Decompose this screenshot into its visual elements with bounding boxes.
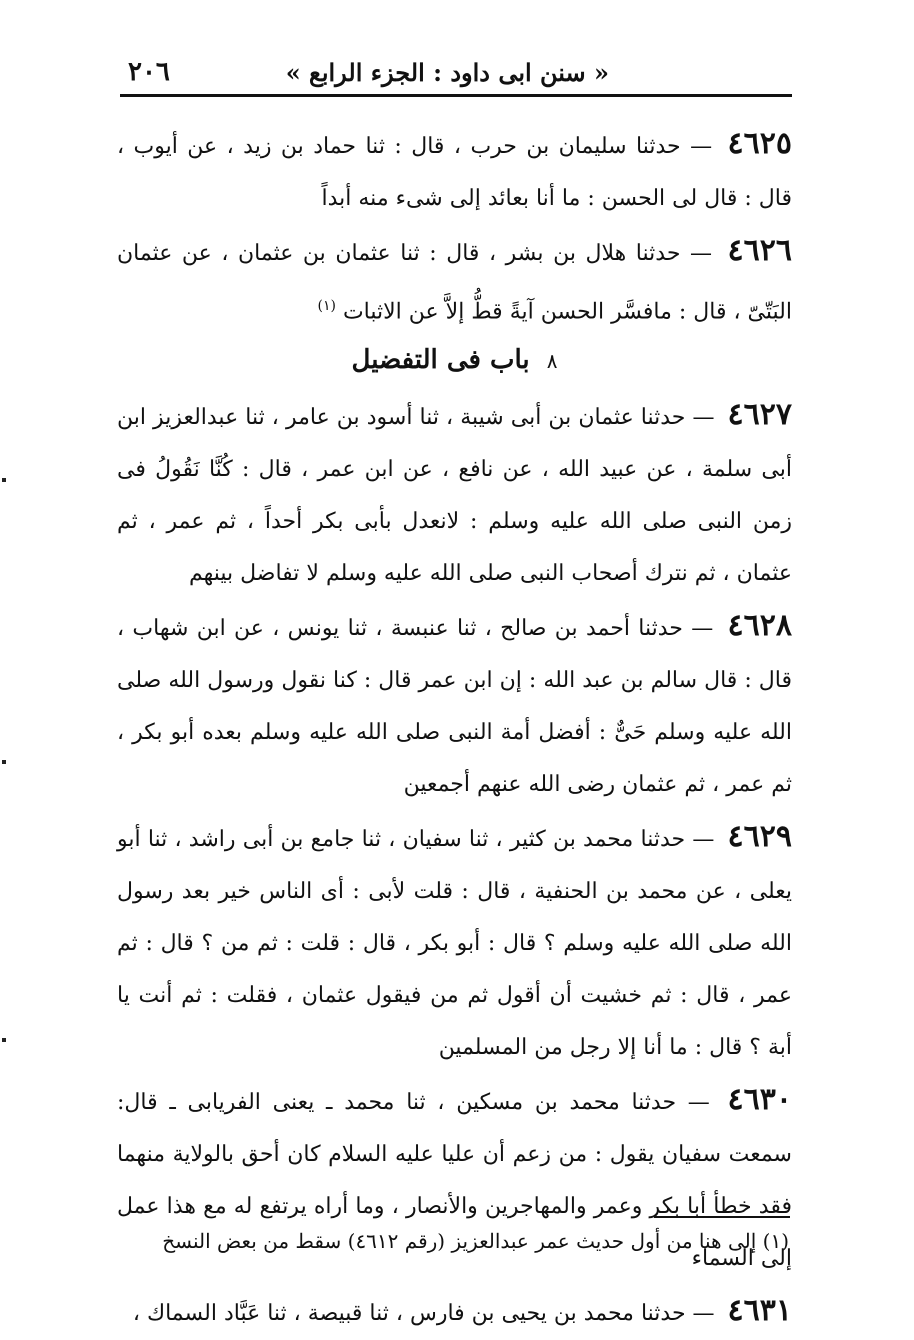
hadith-number: ٤٦٣٠ (727, 1082, 792, 1118)
footnote: (١) إلى هنا من أول حديث عمر عبدالعزيز (رقم ٤٦١٢) سقط من بعض النسخ (162, 1229, 789, 1253)
hadith-4629 (117, 811, 792, 1074)
footnote-marker: (١) (317, 298, 336, 314)
header-rule (120, 94, 792, 97)
hadith-text: — حدثنا محمد بن مسكين ، ثنا محمد ـ يعنى الفريابى ـ قال: سمعت سفيان يقول : من زعم أن عليا عليه السلام كان أحق بالولاية منهما فقد خطأ أبا بكر وعمر والمهاجرين والأنصار ، وما أراه يرتفع له مع هذا عمل إلى السماء (117, 1090, 792, 1272)
running-head: « سنن ابى داود : الجزء الرابع » (285, 57, 609, 87)
hadith-text: — حدثنا محمد بن كثير ، ثنا سفيان ، ثنا جامع بن أبى راشد ، ثنا أبو يعلى ، عن محمد بن الحنفية ، قال : قلت لأبى : أى الناس خير بعد رسول الله صلى الله عليه وسلم ؟ قال : أبو بكر ، قال : قلت : ثم من ؟ قال : ثم عمر ، قال : ثم خشيت أن أقول ثم من فيقول عثمان ، فقلت : ثم أنت يا أبة ؟ قال : ما أنا إلا رجل من المسلمين (117, 827, 792, 1061)
hadith-number: ٤٦٢٦ (727, 233, 792, 268)
hadith-number: ٤٦٢٩ (727, 819, 792, 855)
hadith-number: ٤٦٣١ (727, 1293, 792, 1329)
margin-mark (2, 760, 6, 764)
hadith-4631 (117, 1285, 792, 1340)
chapter-number: ٨ (546, 349, 558, 374)
hadith-4628 (117, 600, 792, 811)
hadith-number: ٤٦٢٧ (727, 397, 792, 433)
chapter-title: باب فى التفضيل (351, 345, 530, 376)
hadith-text: — حدثنا سليمان بن حرب ، قال : ثنا حماد بن زيد ، عن أيوب ، قال : قال لى الحسن : ما أنا بعائد إلى شىء منه أبداً (117, 134, 792, 211)
margin-mark (2, 478, 6, 482)
hadith-text: — حدثنا عثمان بن أبى شيبة ، ثنا أسود بن عامر ، ثنا عبدالعزيز ابن أبى سلمة ، عن عبيد الله ، عن نافع ، عن ابن عمر ، قال : كُنَّا نَقُولُ فى زمن النبى صلى الله عليه وسلم : لانعدل بأبى بكر أحداً ، ثم عمر ، ثم عثمان ، ثم نترك أصحاب النبى صلى الله عليه وسلم لا تفاضل بينهم (117, 405, 792, 587)
hadith-4625 (117, 118, 792, 225)
hadith-text: — حدثنا محمد بن يحيى بن فارس ، ثنا قبيصة ، ثنا عَبَّاد السماك ، (132, 1301, 715, 1327)
margin-mark (2, 1038, 6, 1042)
page-header (128, 52, 794, 92)
hadith-4627 (117, 389, 792, 600)
hadith-text: — حدثنا هلال بن بشر ، قال : ثنا عثمان بن عثمان ، عن عثمان البَتّىّ ، قال : مافسَّر الحسن آيةً قطُّ إلاَّ عن الاثبات (117, 241, 792, 325)
page-number: ٢٠٦ (128, 57, 170, 87)
hadith-4626 (117, 225, 792, 338)
chapter-heading (117, 338, 792, 383)
hadith-number: ٤٦٢٨ (727, 608, 792, 644)
footnote-rule (654, 1216, 790, 1218)
hadith-number: ٤٦٢٥ (727, 126, 792, 161)
hadith-text: — حدثنا أحمد بن صالح ، ثنا عنبسة ، ثنا يونس ، عن ابن شهاب ، قال : قال سالم بن عبد الله : إن ابن عمر قال : كنا نقول ورسول الله صلى الله عليه وسلم حَىٌّ : أفضل أمة النبى صلى الله عليه وسلم بعده أبو بكر ، ثم عمر ، ثم عثمان رضى الله عنهم أجمعين (117, 616, 792, 798)
